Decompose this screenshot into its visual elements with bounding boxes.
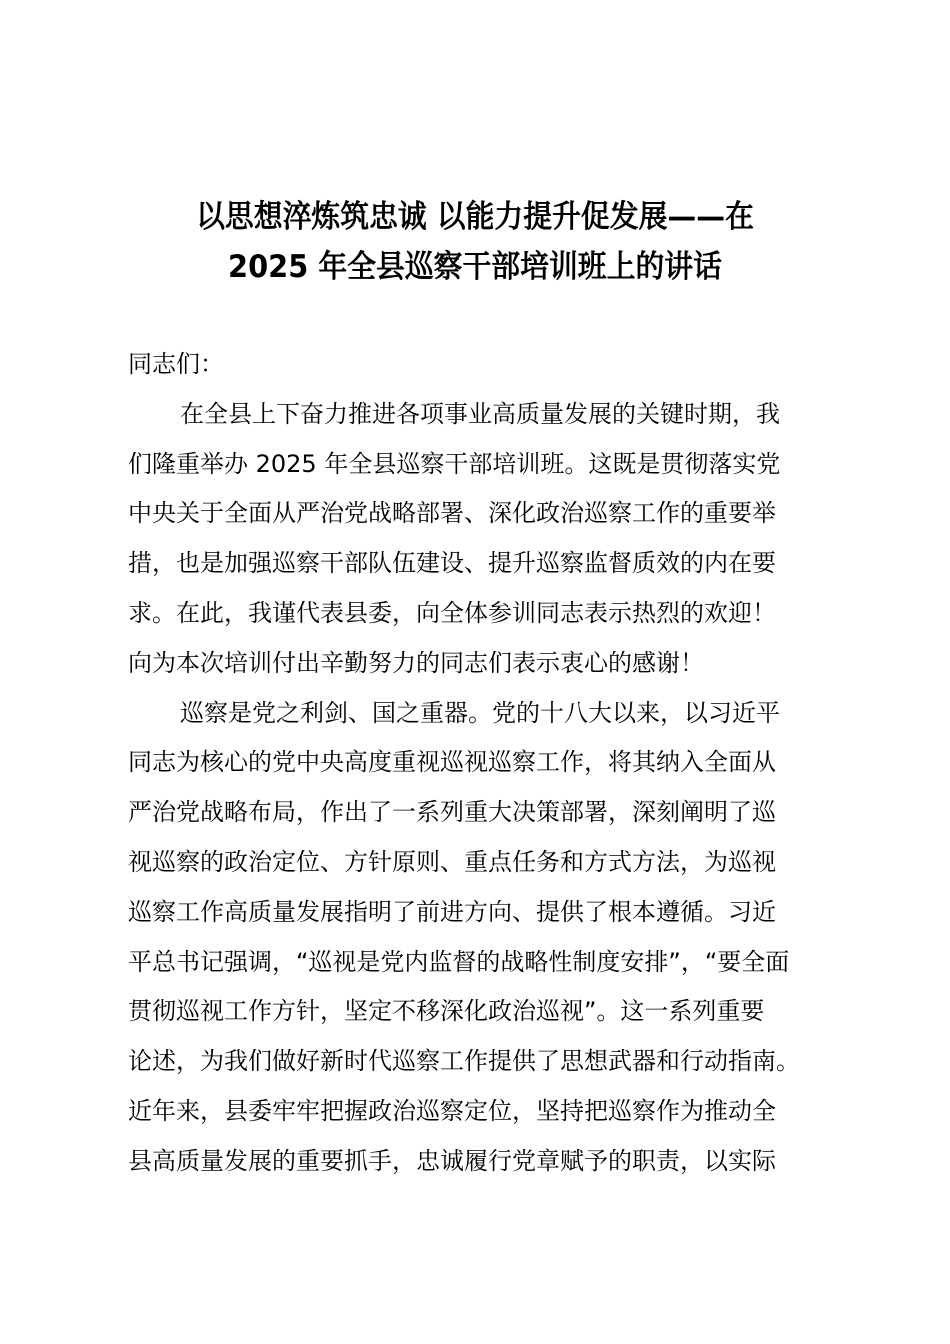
document-body: [128, 340, 848, 1187]
salutation: 同志们：: [128, 350, 224, 378]
paragraph-line: 措，也是加强巡察干部队伍建设、提升巡察监督质效的内在要: [128, 549, 776, 578]
paragraph-line: 县高质量发展的重要抓手，忠诚履行党章赋予的职责，以实际: [128, 1146, 776, 1175]
paragraph-line: 论述，为我们做好新时代巡察工作提供了思想武器和行动指南。: [128, 1047, 800, 1076]
paragraph-line: 严治党战略布局，作出了一系列重大决策部署，深刻阐明了巡: [128, 798, 776, 827]
paragraph-line: 巡察是党之利剑、国之重器。党的十八大以来，以习近平: [180, 698, 780, 727]
paragraph-1: [128, 390, 848, 689]
paragraph-line: 中央关于全面从严治党战略部署、深化政治巡察工作的重要举: [128, 499, 776, 528]
paragraph-line: 平总书记强调，“巡视是党内监督的战略性制度安排”，“要全面: [128, 947, 790, 976]
paragraph-line: 贯彻巡视工作方针，坚定不移深化政治巡视”。这一系列重要: [128, 997, 765, 1026]
document-title: [100, 192, 850, 292]
paragraph-line: 向为本次培训付出辛勤努力的同志们表示衷心的感谢！: [128, 648, 704, 677]
paragraph-line: 求。在此，我谨代表县委，向全体参训同志表示热烈的欢迎！: [128, 598, 776, 627]
paragraph-2: [128, 689, 848, 1187]
paragraph-line: 视巡察的政治定位、方针原则、重点任务和方式方法，为巡视: [128, 847, 776, 876]
paragraph-line: 巡察工作高质量发展指明了前进方向、提供了根本遵循。习近: [128, 897, 776, 926]
paragraph-line: 在全县上下奋力推进各项事业高质量发展的关键时期，我: [180, 399, 780, 428]
paragraph-line: 同志为核心的党中央高度重视巡视巡察工作，将其纳入全面从: [128, 748, 776, 777]
paragraph-line: 近年来，县委牢牢把握政治巡察定位，坚持把巡察作为推动全: [128, 1096, 776, 1125]
paragraph-line: 们隆重举办 2025 年全县巡察干部培训班。这既是贯彻落实党: [128, 449, 781, 478]
title-line-2: 2025 年全县巡察干部培训班上的讲话: [228, 249, 722, 285]
title-line-1: 以思想淬炼筑忠诚 以能力提升促发展——在: [196, 199, 754, 235]
